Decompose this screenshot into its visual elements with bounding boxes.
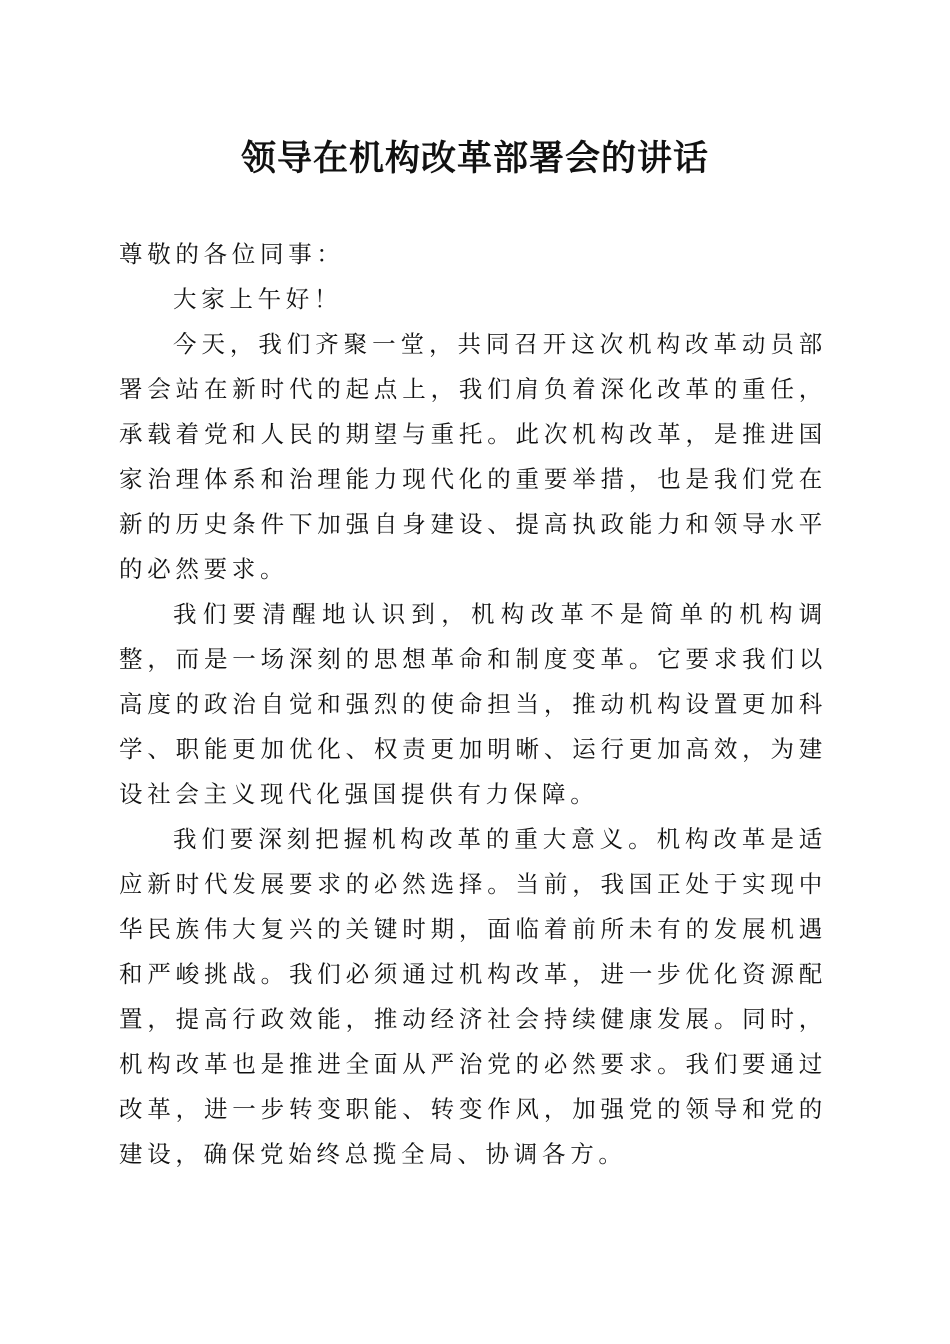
salutation: 尊敬的各位同事： [119, 240, 345, 268]
paragraph: 我们要清醒地认识到，机构改革不是简单的机构调整，而是一场深刻的思想革命和制度变革。它要求我们以高度的政治自觉和强烈的使命担当，推动机构设置更加科学、职能更加优化、权责更加明晰、运行更加高效，为建设社会主义现代化强国提供有力保障。 [119, 600, 827, 808]
greeting: 大家上午好！ [173, 285, 343, 313]
paragraph: 我们要深刻把握机构改革的重大意义。机构改革是适应新时代发展要求的必然选择。当前，我国正处于实现中华民族伟大复兴的关键时期，面临着前所未有的发展机遇和严峻挑战。我们必须通过机构改革，进一步优化资源配置，提高行政效能，推动经济社会持续健康发展。同时，机构改革也是推进全面从严治党的必然要求。我们要通过改革，进一步转变职能、转变作风，加强党的领导和党的建设，确保党始终总揽全局、协调各方。 [119, 825, 827, 1168]
paragraph: 今天，我们齐聚一堂，共同召开这次机构改革动员部署会站在新时代的起点上，我们肩负着深化改革的重任，承载着党和人民的期望与重托。此次机构改革，是推进国家治理体系和治理能力现代化的重要举措，也是我们党在新的历史条件下加强自身建设、提高执政能力和领导水平的必然要求。 [119, 330, 827, 583]
document-body [119, 232, 827, 1177]
document-title: 领导在机构改革部署会的讲话 [240, 138, 709, 179]
